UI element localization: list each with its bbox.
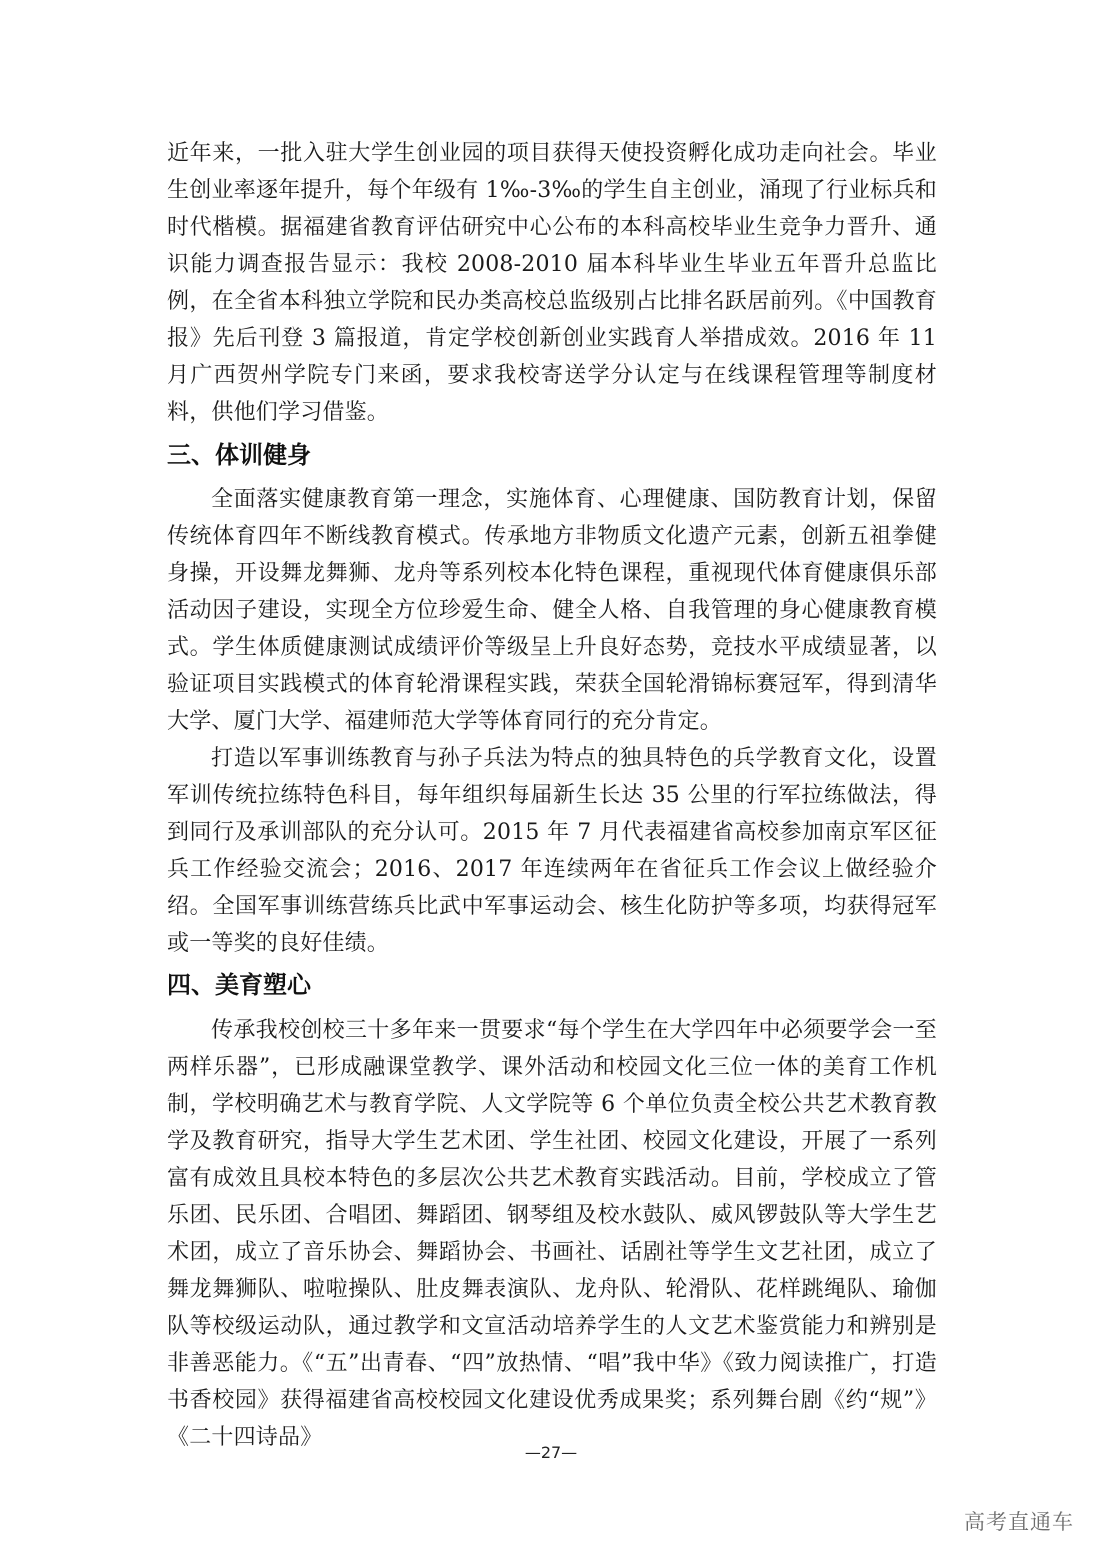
- section3-paragraph-1: 全面落实健康教育第一理念，实施体育、心理健康、国防教育计划，保留传统体育四年不断线教育模式。传承地方非物质文化遗产元素，创新五祖拳健身操，开设舞龙舞狮、龙舟等系列校本化特色课程，重视现代体育健康俱乐部活动因子建设，实现全方位珍爱生命、健全人格、自我管理的身心健康教育模式。学生体质健康测试成绩评价等级呈上升良好态势，竞技水平成绩显著，以验证项目实践模式的体育轮滑课程实践，荣获全国轮滑锦标赛冠军，得到清华大学、厦门大学、福建师范大学等体育同行的充分肯定。: [167, 487, 937, 734]
- intro-paragraph: 近年来，一批入驻大学生创业园的项目获得天使投资孵化成功走向社会。毕业生创业率逐年提升，每个年级有 1‰-3‰的学生自主创业，涌现了行业标兵和时代楷模。据福建省教育评估研究中心公布的本科高校毕业生竞争力晋升、通识能力调查报告显示：我校 2008-2010 届本科毕业生毕业五年晋升总监比例，在全省本科独立学院和民办类高校总监级别占比排名跃居前列。《中国教育报》先后刊登 3 篇报道，肯定学校创新创业实践育人举措成效。2016 年 11 月广西贺州学院专门来函，要求我校寄送学分认定与在线课程管理等制度材料，供他们学习借鉴。: [167, 141, 937, 425]
- section-heading-4: 四、美育塑心: [167, 971, 311, 999]
- section4-paragraph-1: 传承我校创校三十多年来一贯要求“每个学生在大学四年中必须要学会一至两样乐器”，已形成融课堂教学、课外活动和校园文化三位一体的美育工作机制，学校明确艺术与教育学院、人文学院等 6 个单位负责全校公共艺术教育教学及教育研究，指导大学生艺术团、学生社团、校园文化建设，开展了一系列富有成效且具校本特色的多层次公共艺术教育实践活动。目前，学校成立了管乐团、民乐团、合唱团、舞蹈团、钢琴组及校水鼓队、威风锣鼓队等大学生艺术团，成立了音乐协会、舞蹈协会、书画社、话剧社等学生文艺社团，成立了舞龙舞狮队、啦啦操队、肚皮舞表演队、龙舟队、轮滑队、花样跳绳队、瑜伽队等校级运动队，通过教学和文宣活动培养学生的人文艺术鉴赏能力和辨别是非善恶能力。《“五”出青春、“四”放热情、“唱”我中华》《致力阅读推广，打造书香校园》获得福建省高校校园文化建设优秀成果奖；系列舞台剧《约“规”》《二十四诗品》: [167, 1018, 937, 1450]
- watermark-text: 高考直通车: [964, 1510, 1074, 1534]
- section-heading-3: 三、体训健身: [167, 441, 311, 469]
- section3-paragraph-2: 打造以军事训练教育与孙子兵法为特点的独具特色的兵学教育文化，设置军训传统拉练特色科目，每年组织每届新生长达 35 公里的行军拉练做法，得到同行及承训部队的充分认可。2015 年 7 月代表福建省高校参加南京军区征兵工作经验交流会；2016、2017 年连续两年在省征兵工作会议上做经验介绍。全国军事训练营练兵比武中军事运动会、核生化防护等多项，均获得冠军或一等奖的良好佳绩。: [167, 746, 937, 956]
- page-content: [167, 135, 937, 1456]
- page-number: —27—: [524, 1443, 578, 1462]
